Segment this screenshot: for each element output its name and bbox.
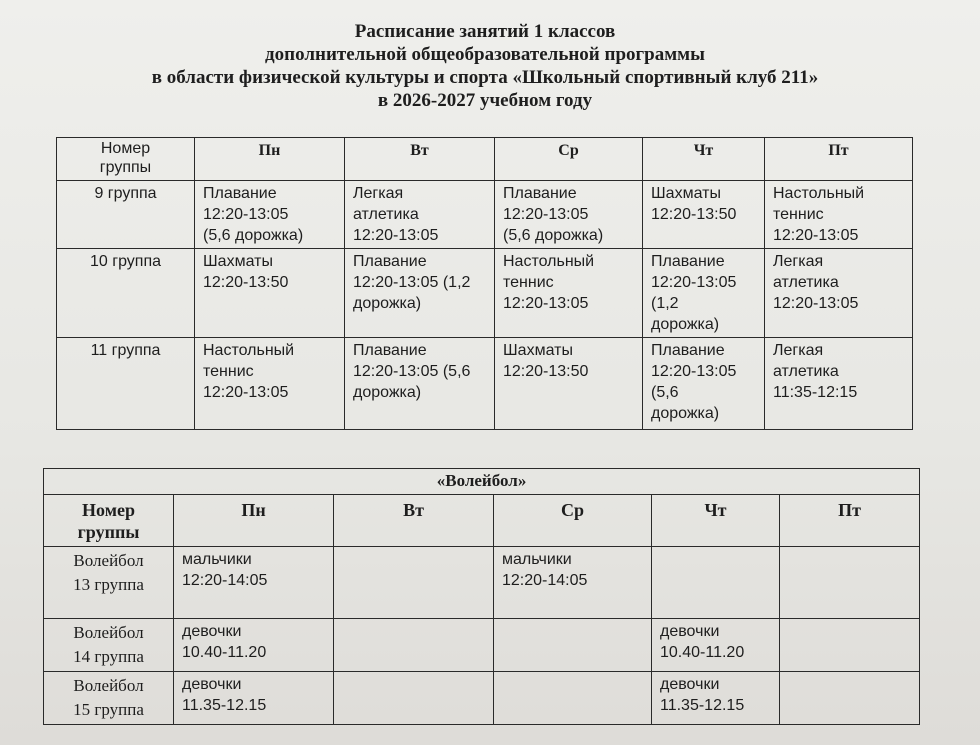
schedule-cell [334, 672, 494, 725]
header-fri: Пт [780, 495, 920, 547]
header-fri: Пт [765, 138, 913, 181]
group-label: Волейбол 14 группа [44, 619, 174, 672]
schedule-cell: Шахматы 12:20-13:50 [643, 181, 765, 249]
schedule-cell [334, 547, 494, 619]
header-tue: Вт [334, 495, 494, 547]
schedule-cell: Шахматы 12:20-13:50 [195, 249, 345, 338]
table-row [44, 547, 920, 619]
header-wed: Ср [494, 495, 652, 547]
group-label: 10 группа [57, 249, 195, 338]
header-tue: Вт [345, 138, 495, 181]
volleyball-header-row [44, 495, 920, 547]
table-row [44, 619, 920, 672]
schedule-cell: девочки 10.40-11.20 [174, 619, 334, 672]
group-label: 9 группа [57, 181, 195, 249]
schedule-cell: Плавание 12:20-13:05 (5,6 дорожка) [345, 338, 495, 430]
header-group-number: Номер группы [44, 495, 174, 547]
schedule-cell [652, 547, 780, 619]
schedule-cell: девочки 11.35-12.15 [174, 672, 334, 725]
table-row [44, 672, 920, 725]
volleyball-caption: «Волейбол» [44, 469, 920, 495]
schedule-cell: Плавание 12:20-13:05 (1,2 дорожка) [345, 249, 495, 338]
title-line-2: дополнительной общеобразовательной программы [265, 44, 705, 65]
header-thu: Чт [643, 138, 765, 181]
title-line-4: в 2026-2027 учебном году [377, 90, 593, 111]
schedule-cell [494, 619, 652, 672]
schedule-cell: Настольный теннис 12:20-13:05 [765, 181, 913, 249]
header-group-number: Номер группы [57, 138, 195, 181]
table-row [57, 181, 913, 249]
schedule-cell: Плавание 12:20-13:05 (1,2 дорожка) [643, 249, 765, 338]
schedule-table [56, 137, 913, 430]
title-line-3: в области физической культуры и спорта «Школьный спортивный клуб 211» [151, 67, 819, 88]
schedule-cell: Плавание 12:20-13:05 (5,6 дорожка) [195, 181, 345, 249]
header-thu: Чт [652, 495, 780, 547]
schedule-cell [780, 619, 920, 672]
header-mon: Пн [174, 495, 334, 547]
schedule-cell: Настольный теннис 12:20-13:05 [495, 249, 643, 338]
schedule-cell: мальчики 12:20-14:05 [174, 547, 334, 619]
schedule-cell: Плавание 12:20-13:05 (5,6 дорожка) [643, 338, 765, 430]
table-row [57, 249, 913, 338]
schedule-cell: мальчики 12:20-14:05 [494, 547, 652, 619]
page-title [0, 20, 970, 112]
schedule-cell: Легкая атлетика 11:35-12:15 [765, 338, 913, 430]
schedule-cell [494, 672, 652, 725]
schedule-cell: девочки 11.35-12.15 [652, 672, 780, 725]
volleyball-table [43, 468, 920, 725]
schedule-cell [780, 672, 920, 725]
schedule-cell: Плавание 12:20-13:05 (5,6 дорожка) [495, 181, 643, 249]
schedule-cell [780, 547, 920, 619]
group-label: Волейбол 13 группа [44, 547, 174, 619]
volleyball-caption-row [44, 469, 920, 495]
title-line-1: Расписание занятий 1 классов [354, 21, 616, 42]
schedule-cell [334, 619, 494, 672]
schedule-cell: Легкая атлетика 12:20-13:05 [765, 249, 913, 338]
header-mon: Пн [195, 138, 345, 181]
group-label: Волейбол 15 группа [44, 672, 174, 725]
table-row [57, 338, 913, 430]
header-wed: Ср [495, 138, 643, 181]
schedule-cell: Легкая атлетика 12:20-13:05 [345, 181, 495, 249]
schedule-cell: девочки 10.40-11.20 [652, 619, 780, 672]
schedule-cell: Настольный теннис 12:20-13:05 [195, 338, 345, 430]
schedule-cell: Шахматы 12:20-13:50 [495, 338, 643, 430]
schedule-header-row [57, 138, 913, 181]
group-label: 11 группа [57, 338, 195, 430]
